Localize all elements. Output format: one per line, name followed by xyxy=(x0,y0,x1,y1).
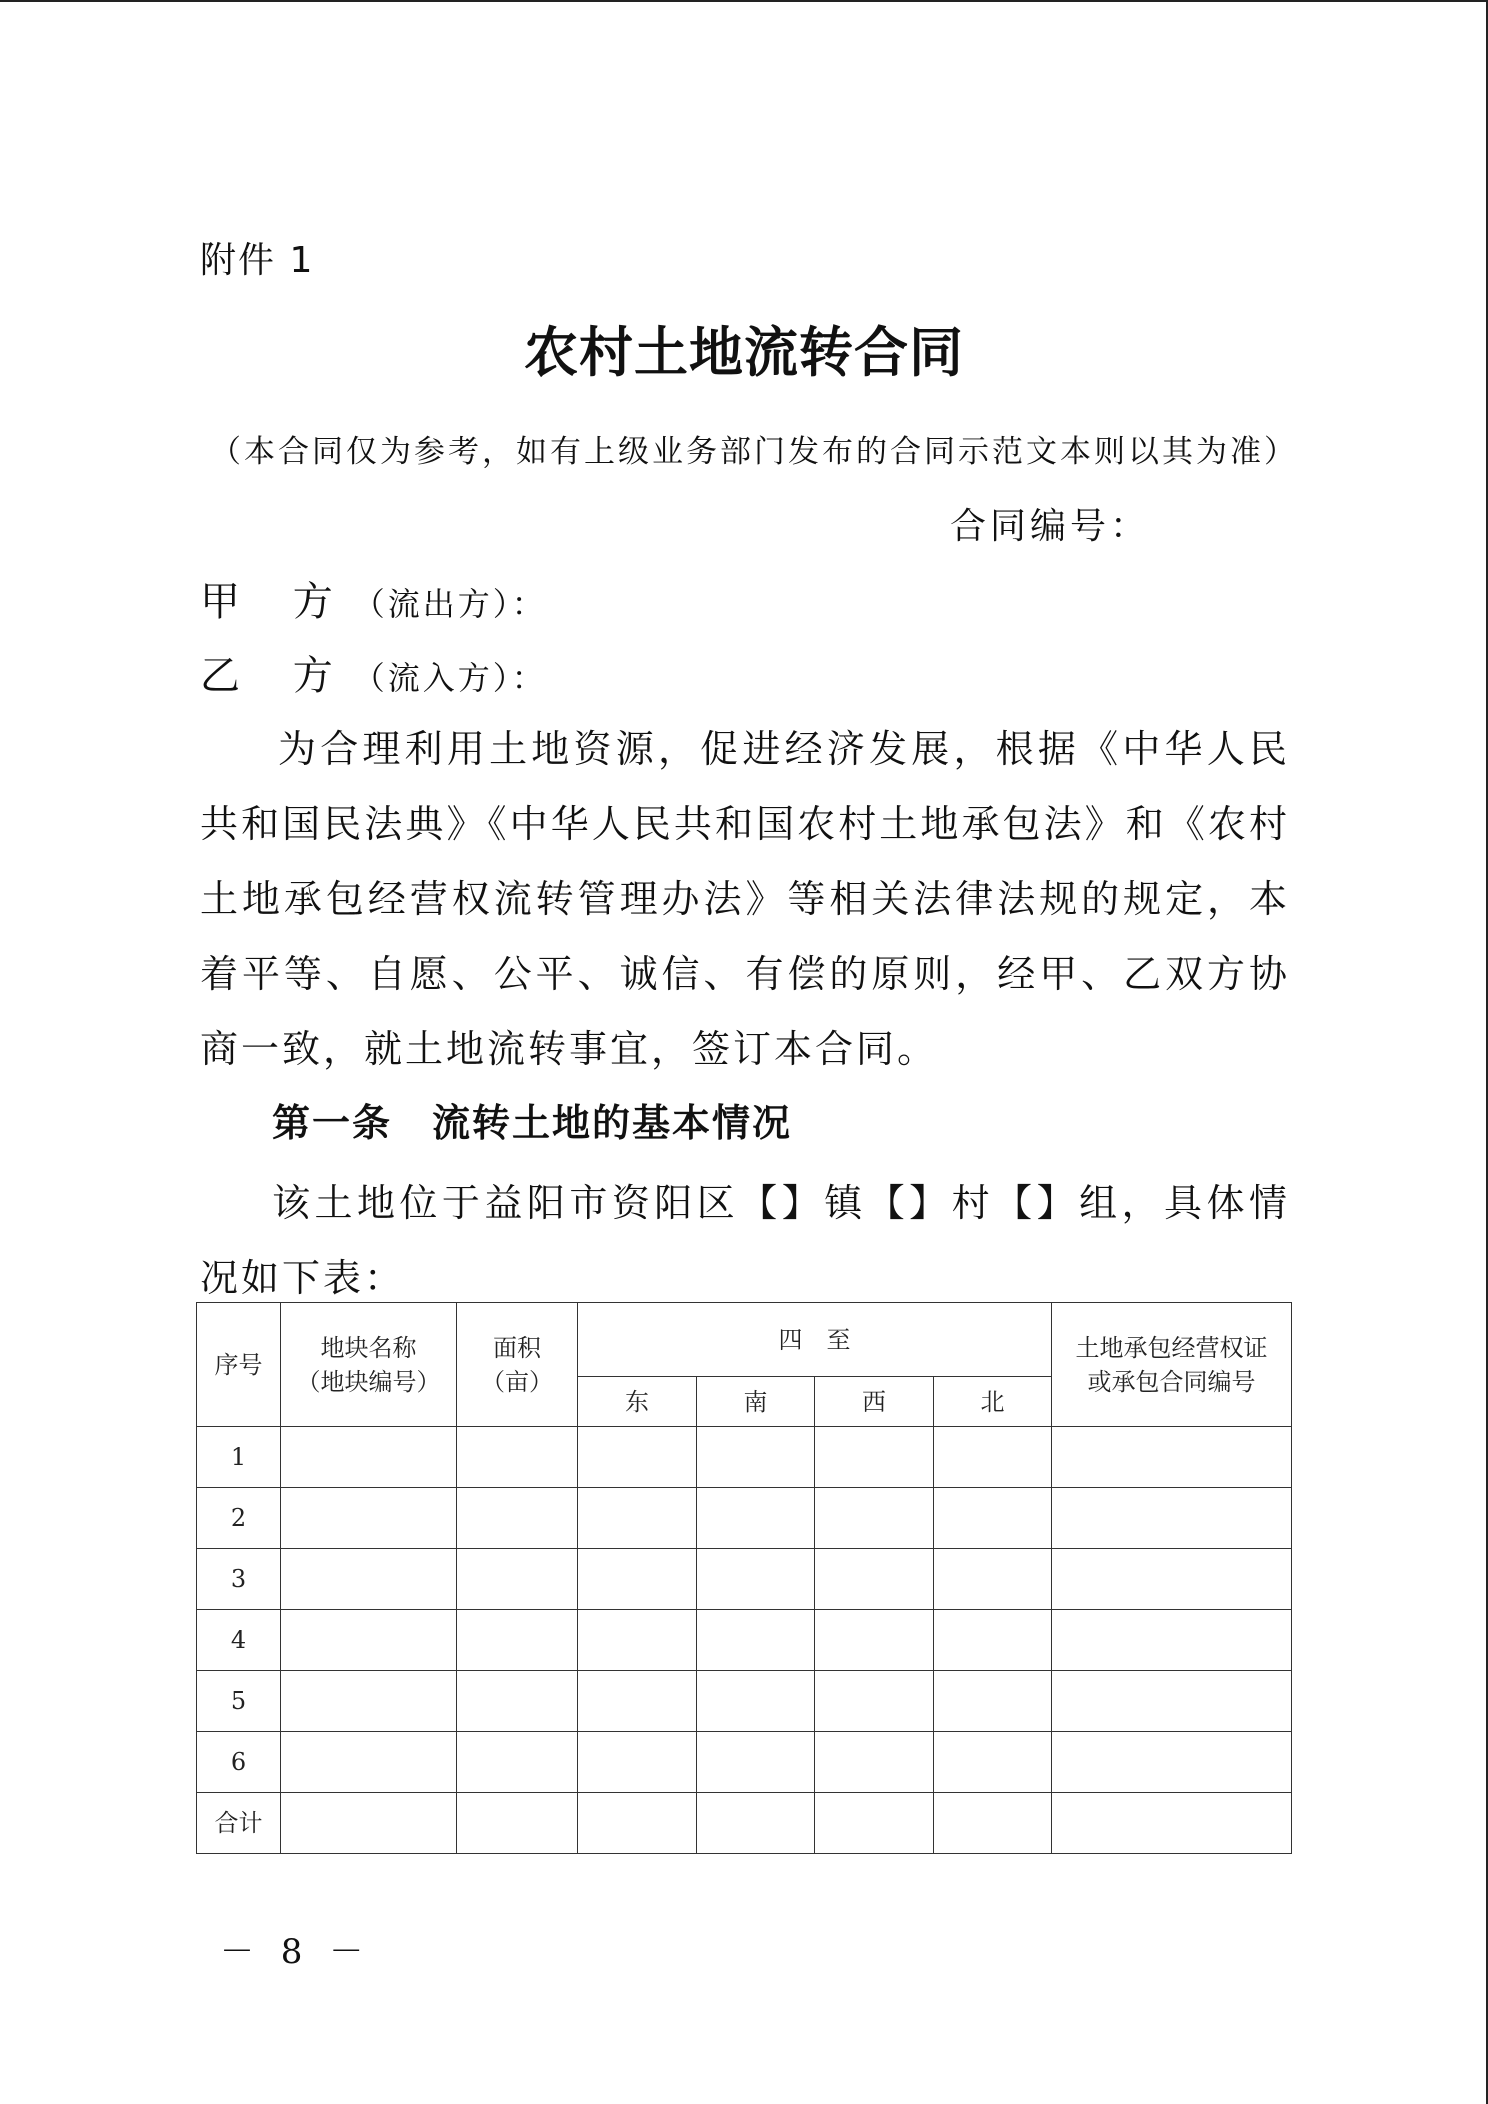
empty-cell xyxy=(934,1549,1052,1610)
header-north: 北 xyxy=(934,1377,1052,1427)
table-row xyxy=(197,1732,1292,1793)
table-row xyxy=(197,1793,1292,1854)
header-area-line1: 面积 xyxy=(493,1333,541,1362)
empty-cell xyxy=(1052,1671,1292,1732)
empty-cell xyxy=(457,1549,578,1610)
preamble-paragraph: 为合理利用土地资源，促进经济发展，根据《中华人民共和国民法典》《中华人民共和国农村土地承包法》和《农村土地承包经营权流转管理办法》等相关法律法规的规定，本着平等、自愿、公平、诚信、有偿的原则，经甲、乙双方协商一致，就土地流转事宜，签订本合同。 xyxy=(200,727,1290,1071)
empty-cell xyxy=(457,1732,578,1793)
table-row xyxy=(197,1549,1292,1610)
empty-cell xyxy=(815,1549,934,1610)
empty-cell xyxy=(934,1793,1052,1854)
land-table-body xyxy=(197,1427,1292,1854)
party-a-line xyxy=(200,570,547,627)
empty-cell xyxy=(281,1488,457,1549)
empty-cell xyxy=(815,1427,934,1488)
empty-cell xyxy=(697,1671,815,1732)
empty-cell xyxy=(578,1488,697,1549)
party-b-role: 乙 方 xyxy=(200,653,353,699)
attachment-label: 附件 1 xyxy=(200,240,315,281)
empty-cell xyxy=(457,1671,578,1732)
table-row xyxy=(197,1671,1292,1732)
row-seq-cell: 4 xyxy=(197,1610,281,1671)
empty-cell xyxy=(281,1671,457,1732)
row-seq-cell: 合计 xyxy=(197,1793,281,1854)
land-info-table xyxy=(196,1302,1292,1854)
empty-cell xyxy=(815,1732,934,1793)
party-b-sub: （流入方）： xyxy=(352,659,547,697)
empty-cell xyxy=(457,1488,578,1549)
empty-cell xyxy=(1052,1549,1292,1610)
row-seq-cell: 1 xyxy=(197,1427,281,1488)
empty-cell xyxy=(281,1793,457,1854)
header-certificate-line1: 土地承包经营权证 xyxy=(1075,1333,1268,1362)
party-a-sub: （流出方）： xyxy=(352,585,547,623)
party-b-line xyxy=(200,644,547,701)
empty-cell xyxy=(457,1427,578,1488)
header-certificate xyxy=(1052,1303,1292,1427)
empty-cell xyxy=(1052,1488,1292,1549)
header-seq: 序号 xyxy=(197,1303,281,1427)
document-title: 农村土地流转合同 xyxy=(524,320,964,384)
table-row xyxy=(197,1610,1292,1671)
header-certificate-line2: 或承包合同编号 xyxy=(1087,1367,1256,1396)
empty-cell xyxy=(578,1793,697,1854)
contract-number-label: 合同编号： xyxy=(950,506,1151,547)
header-parcel-name-line2: （地块编号） xyxy=(296,1367,441,1396)
land-location-paragraph: 该土地位于益阳市资阳区【】镇【】村【】组，具体情况如下表： xyxy=(200,1181,1290,1300)
empty-cell xyxy=(934,1610,1052,1671)
empty-cell xyxy=(697,1732,815,1793)
empty-cell xyxy=(697,1610,815,1671)
empty-cell xyxy=(281,1610,457,1671)
empty-cell xyxy=(578,1671,697,1732)
row-seq-cell: 2 xyxy=(197,1488,281,1549)
empty-cell xyxy=(281,1427,457,1488)
table-row xyxy=(197,1427,1292,1488)
row-seq-cell: 6 xyxy=(197,1732,281,1793)
row-seq-cell: 5 xyxy=(197,1671,281,1732)
empty-cell xyxy=(1052,1610,1292,1671)
header-east: 东 xyxy=(578,1377,697,1427)
empty-cell xyxy=(934,1427,1052,1488)
page-number: － 8 － xyxy=(220,1932,372,1972)
empty-cell xyxy=(934,1732,1052,1793)
empty-cell xyxy=(578,1427,697,1488)
empty-cell xyxy=(934,1671,1052,1732)
empty-cell xyxy=(281,1732,457,1793)
empty-cell xyxy=(815,1488,934,1549)
table-row xyxy=(197,1488,1292,1549)
header-parcel-name xyxy=(281,1303,457,1427)
empty-cell xyxy=(815,1793,934,1854)
empty-cell xyxy=(697,1427,815,1488)
empty-cell xyxy=(457,1610,578,1671)
header-parcel-name-line1: 地块名称 xyxy=(320,1333,417,1362)
empty-cell xyxy=(1052,1793,1292,1854)
empty-cell xyxy=(934,1488,1052,1549)
page-top-border xyxy=(0,0,1488,2)
header-area xyxy=(457,1303,578,1427)
empty-cell xyxy=(578,1732,697,1793)
article-1-title: 第一条 流转土地的基本情况 xyxy=(272,1100,793,1145)
empty-cell xyxy=(697,1488,815,1549)
empty-cell xyxy=(1052,1732,1292,1793)
header-south: 南 xyxy=(697,1377,815,1427)
header-boundaries: 四 至 xyxy=(578,1303,1052,1377)
header-area-line2: （亩） xyxy=(481,1367,553,1396)
empty-cell xyxy=(1052,1427,1292,1488)
row-seq-cell: 3 xyxy=(197,1549,281,1610)
empty-cell xyxy=(815,1610,934,1671)
party-a-role: 甲 方 xyxy=(200,579,353,625)
reference-note: （本合同仅为参考，如有上级业务部门发布的合同示范文本则以其为准） xyxy=(210,434,1298,470)
empty-cell xyxy=(697,1793,815,1854)
empty-cell xyxy=(697,1549,815,1610)
empty-cell xyxy=(281,1549,457,1610)
empty-cell xyxy=(578,1610,697,1671)
empty-cell xyxy=(578,1549,697,1610)
empty-cell xyxy=(815,1671,934,1732)
empty-cell xyxy=(457,1793,578,1854)
header-west: 西 xyxy=(815,1377,934,1427)
